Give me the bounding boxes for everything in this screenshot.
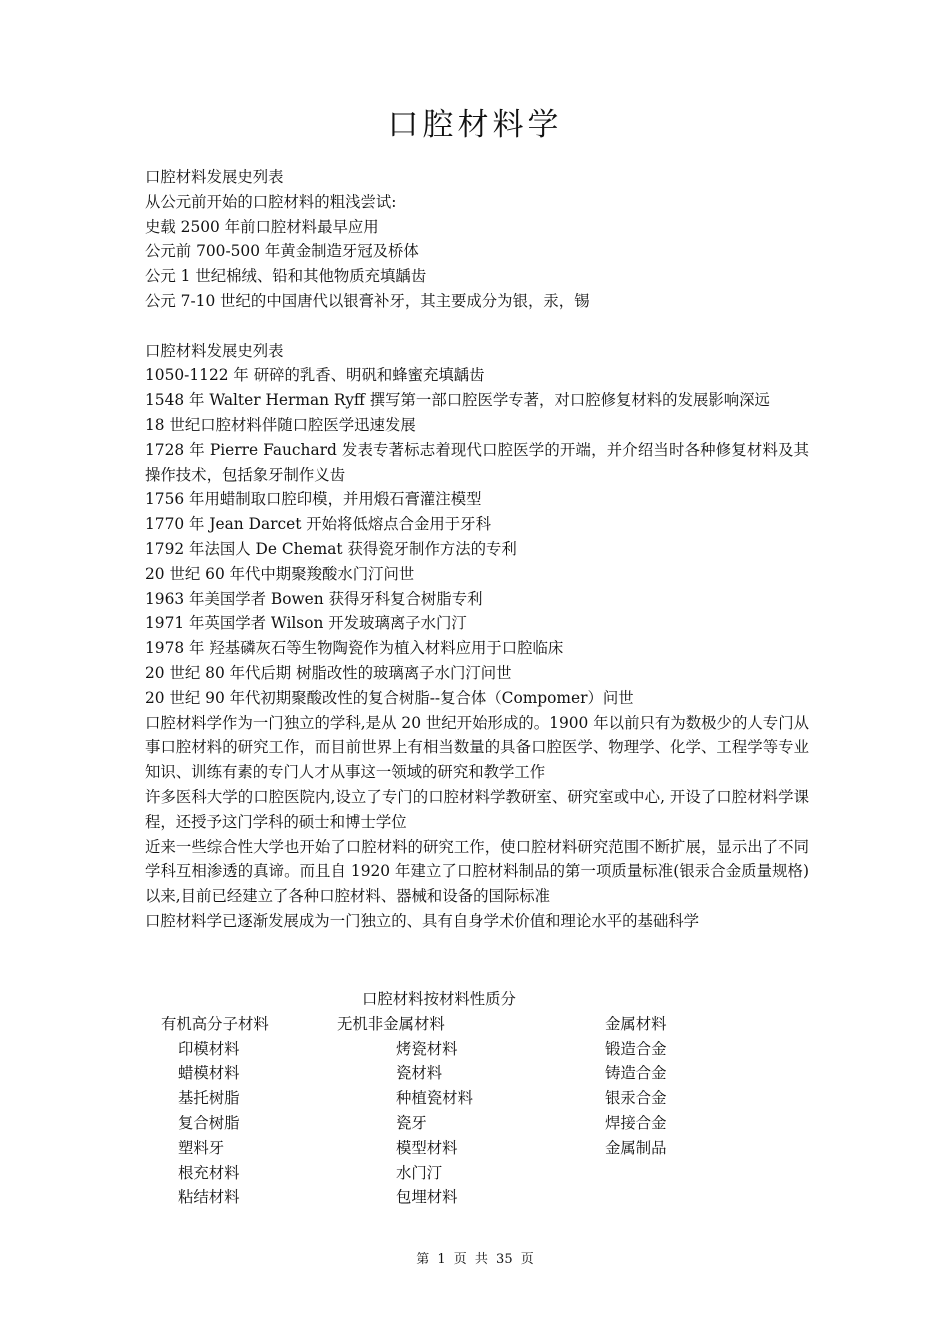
column-item: 粘结材料 bbox=[178, 1188, 240, 1207]
document-body bbox=[145, 165, 809, 934]
column-item: 印模材料 bbox=[178, 1039, 240, 1058]
column-heading: 无机非金属材料 bbox=[337, 1014, 445, 1033]
column-item: 蜡模材料 bbox=[178, 1064, 240, 1083]
blank-line bbox=[145, 314, 809, 339]
column-item: 瓷材料 bbox=[396, 1064, 443, 1083]
column-item: 种植瓷材料 bbox=[396, 1089, 473, 1108]
history-intro-line: 从公元前开始的口腔材料的粗浅尝试: bbox=[145, 192, 397, 211]
history-intro-line: 公元 1 世纪棉绒、铅和其他物质充填龋齿 bbox=[145, 267, 427, 286]
history-intro-line: 史载 2500 年前口腔材料最早应用 bbox=[145, 217, 379, 236]
page-number-footer: 第 1 页 共 35 页 bbox=[416, 1252, 534, 1267]
column-item: 焊接合金 bbox=[605, 1113, 667, 1132]
classification-column-metal bbox=[605, 1012, 667, 1161]
body-paragraph: 近来一些综合性大学也开始了口腔材料的研究工作，使口腔材料研究范围不断扩展，显示出了不同学科互相渗透的真谛。而且自 1920 年建立了口腔材料制品的第一项质量标准(银汞合金质量规格)以来,目前已经建立了各种口腔材料、器械和设备的国际标准 bbox=[145, 837, 809, 906]
column-heading: 有机高分子材料 bbox=[161, 1014, 269, 1033]
body-paragraph: 许多医科大学的口腔医院内,设立了专门的口腔材料学教研室、研究室或中心, 开设了口腔材料学课程，还授予这门学科的硕士和博士学位 bbox=[145, 787, 809, 831]
history-intro-line: 公元前 700-500 年黄金制造牙冠及桥体 bbox=[145, 242, 419, 261]
column-item: 模型材料 bbox=[396, 1138, 458, 1157]
history-1728-paragraph: 1728 年 Pierre Fauchard 发表专著标志着现代口腔医学的开端，并介绍当时各种修复材料及其操作技术，包括象牙制作义齿 bbox=[145, 440, 809, 484]
history-main-line: 1756 年用蜡制取口腔印模，并用煅石膏灌注模型 bbox=[145, 490, 482, 509]
column-item: 金属制品 bbox=[605, 1138, 667, 1157]
history-main-line: 1548 年 Walter Herman Ryff 撰写第一部口腔医学专著，对口腔修复材料的发展影响深远 bbox=[145, 391, 770, 410]
history-main-line: 1978 年 羟基磷灰石等生物陶瓷作为植入材料应用于口腔临床 bbox=[145, 639, 564, 658]
column-item: 锻造合金 bbox=[605, 1039, 667, 1058]
history-main-line: 1770 年 Jean Darcet 开始将低熔点合金用于牙科 bbox=[145, 515, 491, 534]
history-main-line: 1971 年英国学者 Wilson 开发玻璃离子水门汀 bbox=[145, 614, 467, 633]
classification-column-organic bbox=[161, 1012, 269, 1210]
history-main-line: 18 世纪口腔材料伴随口腔医学迅速发展 bbox=[145, 415, 416, 434]
history-main-line: 20 世纪 90 年代初期聚酸改性的复合树脂--复合体（Compomer）问世 bbox=[145, 688, 634, 707]
column-item: 基托树脂 bbox=[178, 1089, 240, 1108]
history-main-line: 20 世纪 60 年代中期聚羧酸水门汀问世 bbox=[145, 564, 415, 583]
classification-column-inorganic bbox=[337, 1012, 473, 1210]
column-item: 烤瓷材料 bbox=[396, 1039, 458, 1058]
classification-title: 口腔材料按材料性质分 bbox=[362, 990, 516, 1008]
body-paragraph: 口腔材料学作为一门独立的学科,是从 20 世纪开始形成的。1900 年以前只有为数极少的人专门从事口腔材料的研究工作，而目前世界上有相当数量的具备口腔医学、物理学、化学、工程学等专业知识、训练有素的专门人才从事这一领域的研究和教学工作 bbox=[145, 713, 809, 782]
history-intro-line: 公元 7-10 世纪的中国唐代以银膏补牙，其主要成分为银，汞，锡 bbox=[145, 291, 590, 310]
document-title: 口腔材料学 bbox=[387, 107, 563, 143]
history-main-line: 1050-1122 年 研碎的乳香、明矾和蜂蜜充填龋齿 bbox=[145, 366, 485, 385]
column-item: 水门汀 bbox=[396, 1163, 443, 1182]
column-item: 根充材料 bbox=[178, 1163, 240, 1182]
history-main-line: 1963 年美国学者 Bowen 获得牙科复合树脂专利 bbox=[145, 589, 483, 608]
history-intro-heading: 口腔材料发展史列表 bbox=[145, 168, 284, 186]
column-heading: 金属材料 bbox=[605, 1014, 667, 1033]
column-item: 银汞合金 bbox=[605, 1089, 667, 1108]
body-paragraph: 口腔材料学已逐渐发展成为一门独立的、具有自身学术价值和理论水平的基础科学 bbox=[145, 911, 700, 930]
history-main-heading: 口腔材料发展史列表 bbox=[145, 341, 284, 360]
column-item: 瓷牙 bbox=[396, 1113, 427, 1132]
column-item: 铸造合金 bbox=[605, 1064, 667, 1083]
column-item: 塑料牙 bbox=[178, 1138, 225, 1157]
column-item: 包埋材料 bbox=[396, 1188, 458, 1207]
history-main-line: 20 世纪 80 年代后期 树脂改性的玻璃离子水门汀问世 bbox=[145, 663, 512, 682]
history-main-line: 1792 年法国人 De Chemat 获得瓷牙制作方法的专利 bbox=[145, 539, 517, 558]
column-item: 复合树脂 bbox=[178, 1113, 240, 1132]
